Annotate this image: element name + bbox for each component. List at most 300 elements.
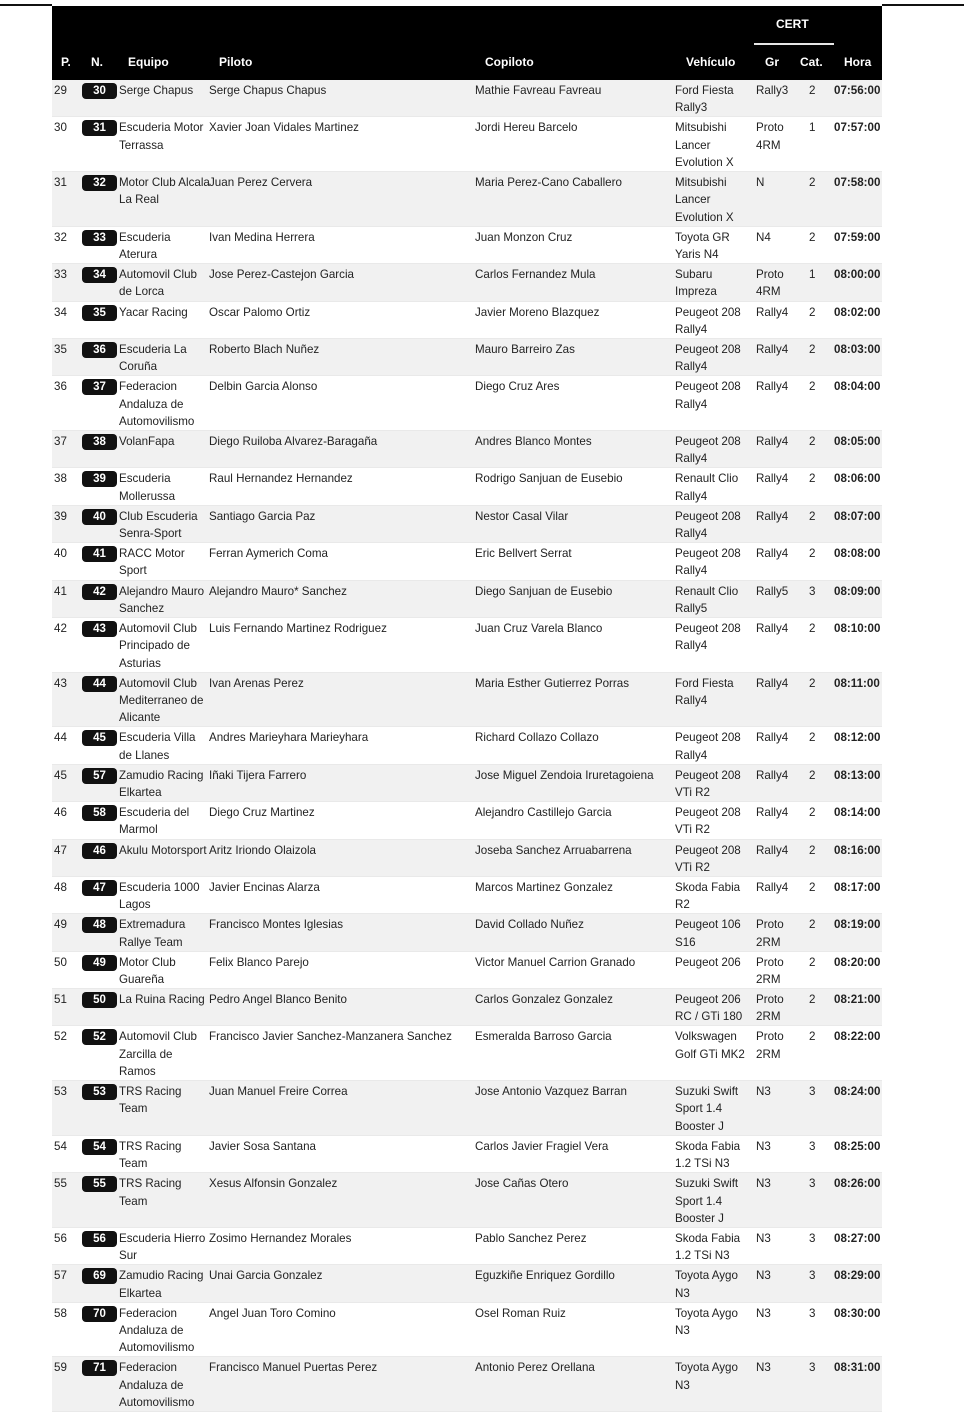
car-number-badge: 35: [82, 305, 117, 321]
row-category: 2: [809, 342, 816, 356]
header-group: Gr: [765, 55, 780, 69]
table-row: [52, 727, 882, 764]
car-number-badge: 71: [82, 1360, 117, 1376]
row-driver: Juan Manuel Freire Correa: [209, 1085, 348, 1099]
row-category: 3: [809, 1085, 816, 1099]
row-time: 08:17:00: [834, 880, 881, 894]
row-category: 2: [809, 380, 816, 394]
row-time: 08:14:00: [834, 806, 881, 820]
row-position: 35: [54, 342, 67, 356]
row-codriver: Joseba Sanchez Arruabarrena: [475, 843, 632, 857]
row-codriver: Diego Cruz Ares: [475, 380, 560, 394]
row-time: 08:11:00: [834, 676, 880, 690]
header-category: Cat.: [800, 55, 823, 69]
table-row: [52, 840, 882, 877]
row-codriver: Marcos Martinez Gonzalez: [475, 880, 613, 894]
row-group: N4: [756, 230, 771, 244]
row-category: 2: [809, 176, 816, 190]
row-vehicle: Peugeot 208 Rally4: [675, 342, 741, 374]
row-team: Escuderia Hierro Sur: [119, 1231, 206, 1263]
car-number-badge: 48: [82, 917, 117, 933]
row-position: 53: [54, 1085, 67, 1099]
table-row: [52, 802, 882, 839]
row-driver: Alejandro Mauro* Sanchez: [209, 584, 347, 598]
row-category: 2: [809, 918, 816, 932]
row-codriver: Nestor Casal Vilar: [475, 509, 569, 523]
row-position: 40: [54, 547, 67, 561]
row-position: 36: [54, 380, 67, 394]
row-team: VolanFapa: [119, 435, 175, 449]
row-position: 30: [54, 121, 67, 135]
car-number-badge: 32: [82, 175, 117, 191]
row-time: 08:22:00: [834, 1030, 881, 1044]
row-category: 3: [809, 1269, 816, 1283]
table-row: [52, 506, 882, 543]
row-codriver: Antonio Perez Orellana: [475, 1361, 595, 1375]
row-group: Rally4: [756, 731, 789, 745]
row-driver: Oscar Palomo Ortiz: [209, 305, 311, 319]
car-number-badge: 53: [82, 1084, 117, 1100]
row-time: 08:25:00: [834, 1139, 881, 1153]
row-driver: Raul Hernandez Hernandez: [209, 472, 353, 486]
row-codriver: Carlos Javier Fragiel Vera: [475, 1139, 609, 1153]
row-codriver: Victor Manuel Carrion Granado: [475, 955, 636, 969]
header-position: P.: [61, 55, 71, 69]
row-driver: Javier Encinas Alarza: [209, 880, 320, 894]
row-team: Escuderia Villa de Llanes: [119, 731, 196, 762]
row-group: Rally4: [756, 509, 789, 523]
row-driver: Roberto Blach Nuñez: [209, 342, 320, 356]
row-driver: Javier Sosa Santana: [209, 1139, 316, 1153]
table-row: [52, 1357, 882, 1412]
row-group: Rally4: [756, 435, 789, 449]
row-group: Proto 4RM: [756, 121, 784, 152]
table-row: [52, 952, 882, 989]
car-number-badge: 56: [82, 1231, 117, 1247]
row-vehicle: Peugeot 208 Rally4: [675, 435, 741, 466]
row-codriver: Rodrigo Sanjuan de Eusebio: [475, 472, 623, 486]
row-group: Rally4: [756, 305, 789, 319]
row-vehicle: Peugeot 206 RC / GTi 180: [675, 993, 743, 1024]
row-team: Escuderia Mollerussa: [119, 472, 176, 503]
car-number-badge: 31: [82, 120, 117, 136]
row-team: Escuderia del Marmol: [119, 806, 190, 837]
car-number-badge: 34: [82, 267, 117, 283]
row-category: 3: [809, 584, 816, 598]
cert-group-underline: [754, 43, 834, 45]
table-row: [52, 1026, 882, 1081]
row-time: 08:06:00: [834, 472, 881, 486]
cert-group-label: CERT: [776, 17, 809, 31]
row-category: 2: [809, 676, 816, 690]
row-driver: Xavier Joan Vidales Martinez: [209, 121, 359, 135]
row-driver: Jose Perez-Castejon Garcia: [209, 268, 354, 282]
row-position: 37: [54, 435, 67, 449]
row-position: 49: [54, 918, 67, 932]
row-time: 08:16:00: [834, 843, 881, 857]
table-row: [52, 989, 882, 1026]
row-group: Rally4: [756, 547, 789, 561]
row-vehicle: Peugeot 208 VTi R2: [675, 768, 741, 800]
table-row: [52, 673, 882, 728]
row-team: Yacar Racing: [119, 305, 188, 319]
row-position: 54: [54, 1139, 67, 1153]
row-driver: Pedro Angel Blanco Benito: [209, 993, 347, 1007]
car-number-badge: 42: [82, 584, 117, 600]
row-codriver: Maria Perez-Cano Caballero: [475, 176, 622, 190]
table-row: [52, 581, 882, 618]
row-codriver: Eric Bellvert Serrat: [475, 547, 572, 561]
header-number: N.: [91, 55, 103, 69]
row-category: 2: [809, 1030, 816, 1044]
row-group: N3: [756, 1085, 771, 1099]
row-group: Rally4: [756, 380, 789, 394]
car-number-badge: 58: [82, 805, 117, 821]
entry-list-sheet: [52, 6, 882, 1412]
row-codriver: Jose Miguel Zendoia Iruretagoiena: [475, 768, 654, 782]
row-vehicle: Renault Clio Rally5: [675, 584, 739, 615]
row-driver: Felix Blanco Parejo: [209, 955, 309, 969]
car-number-badge: 57: [82, 768, 117, 784]
car-number-badge: 49: [82, 955, 117, 971]
row-position: 31: [54, 176, 67, 190]
row-position: 44: [54, 731, 67, 745]
row-codriver: Juan Monzon Cruz: [475, 230, 573, 244]
top-rule-left: [0, 4, 52, 6]
row-position: 41: [54, 584, 67, 598]
row-driver: Angel Juan Toro Comino: [209, 1306, 336, 1320]
row-time: 08:13:00: [834, 768, 881, 782]
row-codriver: Carlos Fernandez Mula: [475, 268, 596, 282]
row-group: Proto 2RM: [756, 1030, 784, 1061]
car-number-badge: 55: [82, 1176, 117, 1192]
row-driver: Delbin Garcia Alonso: [209, 380, 318, 394]
row-group: N3: [756, 1139, 771, 1153]
table-row: [52, 765, 882, 802]
row-position: 29: [54, 84, 67, 97]
row-time: 08:24:00: [834, 1085, 881, 1099]
row-category: 2: [809, 305, 816, 319]
row-codriver: Eguzkiñe Enriquez Gordillo: [475, 1269, 615, 1283]
row-category: 2: [809, 731, 816, 745]
row-category: 3: [809, 1306, 816, 1320]
row-codriver: Andres Blanco Montes: [475, 435, 592, 449]
row-position: 33: [54, 268, 67, 282]
row-codriver: Jose Cañas Otero: [475, 1177, 569, 1191]
header-codriver: Copiloto: [485, 55, 534, 69]
row-codriver: David Collado Nuñez: [475, 918, 584, 932]
car-number-badge: 43: [82, 621, 117, 637]
car-number-badge: 30: [82, 83, 117, 99]
row-group: Proto 2RM: [756, 918, 784, 949]
row-team: Automovil Club Mediterraneo de Alicante: [119, 676, 204, 725]
row-category: 2: [809, 472, 816, 486]
header-driver: Piloto: [219, 55, 253, 69]
row-group: N3: [756, 1306, 771, 1320]
table-row: [52, 339, 882, 376]
row-vehicle: Skoda Fabia 1.2 TSi N3: [675, 1139, 741, 1171]
row-category: 2: [809, 509, 816, 523]
row-category: 2: [809, 768, 816, 782]
row-category: 2: [809, 993, 816, 1007]
row-vehicle: Peugeot 208 Rally4: [675, 547, 741, 578]
row-position: 59: [54, 1361, 67, 1375]
row-group: N3: [756, 1269, 771, 1283]
row-category: 2: [809, 435, 816, 449]
row-group: Rally4: [756, 806, 789, 820]
row-vehicle: Suzuki Swift Sport 1.4 Booster J: [675, 1177, 739, 1225]
table-row: [52, 543, 882, 580]
row-group: N3: [756, 1231, 771, 1245]
row-time: 08:02:00: [834, 305, 881, 319]
row-position: 51: [54, 993, 67, 1007]
row-time: 08:19:00: [834, 918, 881, 932]
row-team: Escuderia 1000 Lagos: [119, 880, 200, 912]
row-category: 2: [809, 230, 816, 244]
table-row: [52, 1173, 882, 1228]
row-team: Escuderia La Coruña: [119, 342, 187, 374]
row-vehicle: Toyota Aygo N3: [675, 1269, 738, 1300]
row-codriver: Carlos Gonzalez Gonzalez: [475, 993, 613, 1007]
row-group: Rally5: [756, 584, 789, 598]
row-group: N3: [756, 1177, 771, 1191]
row-category: 2: [809, 806, 816, 820]
row-group: Rally4: [756, 676, 789, 690]
row-time: 08:08:00: [834, 547, 881, 561]
row-vehicle: Volkswagen Golf GTi MK2: [675, 1030, 745, 1061]
table-row: [52, 1303, 882, 1358]
car-number-badge: 36: [82, 342, 117, 358]
row-codriver: Esmeralda Barroso Garcia: [475, 1030, 612, 1044]
car-number-badge: 41: [82, 546, 117, 562]
row-vehicle: Peugeot 208 VTi R2: [675, 843, 741, 874]
row-position: 50: [54, 955, 67, 969]
row-position: 58: [54, 1306, 67, 1320]
row-time: 07:57:00: [834, 121, 881, 135]
row-team: Federacion Andaluza de Automovilismo: [119, 1306, 195, 1355]
row-driver: Unai Garcia Gonzalez: [209, 1269, 323, 1283]
row-driver: Xesus Alfonsin Gonzalez: [209, 1177, 338, 1191]
row-team: Automovil Club Zarcilla de Ramos: [119, 1030, 197, 1079]
row-group: Rally4: [756, 472, 789, 486]
row-vehicle: Toyota GR Yaris N4: [675, 230, 730, 262]
car-number-badge: 44: [82, 676, 117, 692]
table-row: [52, 468, 882, 505]
car-number-badge: 69: [82, 1268, 117, 1284]
row-codriver: Mathie Favreau Favreau: [475, 84, 602, 97]
table-row: [52, 264, 882, 301]
table-row: [52, 172, 882, 227]
row-time: 08:31:00: [834, 1361, 881, 1375]
row-category: 3: [809, 1361, 816, 1375]
row-time: 08:10:00: [834, 621, 881, 635]
row-driver: Zosimo Hernandez Morales: [209, 1231, 352, 1245]
row-vehicle: Peugeot 106 S16: [675, 918, 741, 949]
row-vehicle: Toyota Aygo N3: [675, 1361, 738, 1392]
row-team: Serge Chapus: [119, 84, 194, 97]
row-category: 2: [809, 955, 816, 969]
row-time: 08:21:00: [834, 993, 881, 1007]
row-position: 52: [54, 1030, 67, 1044]
row-group: N: [756, 176, 765, 190]
table-row: [52, 877, 882, 914]
row-time: 08:04:00: [834, 380, 881, 394]
row-codriver: Javier Moreno Blazquez: [475, 305, 600, 319]
row-team: La Ruina Racing: [119, 993, 205, 1007]
table-row: [52, 302, 882, 339]
row-vehicle: Peugeot 208 VTi R2: [675, 806, 741, 837]
row-group: Rally4: [756, 768, 789, 782]
car-number-badge: 54: [82, 1139, 117, 1155]
row-group: Rally4: [756, 880, 789, 894]
header-vehicle: Vehículo: [686, 55, 736, 69]
row-time: 07:58:00: [834, 176, 881, 190]
header-team: Equipo: [128, 55, 169, 69]
row-team: Zamudio Racing Elkartea: [119, 768, 204, 800]
row-driver: Francisco Montes Iglesias: [209, 918, 344, 932]
row-vehicle: Skoda Fabia R2: [675, 880, 741, 912]
row-category: 2: [809, 547, 816, 561]
row-position: 32: [54, 230, 67, 244]
row-vehicle: Toyota Aygo N3: [675, 1306, 738, 1337]
row-codriver: Jose Antonio Vazquez Barran: [475, 1085, 627, 1099]
row-team: Federacion Andaluza de Automovilismo: [119, 1361, 195, 1409]
row-category: 1: [809, 121, 816, 135]
row-vehicle: Peugeot 208 Rally4: [675, 731, 741, 762]
row-time: 08:09:00: [834, 584, 881, 598]
row-position: 56: [54, 1231, 67, 1245]
table-row: [52, 376, 882, 431]
row-team: TRS Racing Team: [119, 1085, 182, 1116]
row-position: 43: [54, 676, 67, 690]
row-group: Proto 2RM: [756, 955, 784, 986]
row-position: 55: [54, 1177, 67, 1191]
car-number-badge: 33: [82, 230, 117, 246]
car-number-badge: 38: [82, 434, 117, 450]
row-codriver: Jordi Hereu Barcelo: [475, 121, 578, 135]
row-codriver: Alejandro Castillejo Garcia: [475, 806, 612, 820]
row-group: Rally4: [756, 843, 789, 857]
row-driver: Francisco Javier Sanchez-Manzanera Sanchez: [209, 1030, 452, 1044]
row-team: TRS Racing Team: [119, 1139, 182, 1171]
row-time: 08:30:00: [834, 1306, 881, 1320]
row-category: 2: [809, 843, 816, 857]
table-row: [52, 914, 882, 951]
table-header: [52, 6, 882, 80]
row-codriver: Mauro Barreiro Zas: [475, 342, 575, 356]
row-category: 3: [809, 1231, 816, 1245]
row-group: N3: [756, 1361, 771, 1375]
row-time: 08:07:00: [834, 509, 881, 523]
row-vehicle: Peugeot 206: [675, 955, 741, 969]
row-position: 57: [54, 1269, 67, 1283]
row-category: 3: [809, 1177, 816, 1191]
car-number-badge: 47: [82, 880, 117, 896]
row-team: Automovil Club Principado de Asturias: [119, 621, 197, 670]
row-codriver: Pablo Sanchez Perez: [475, 1231, 587, 1245]
top-rule-right: [882, 4, 964, 6]
row-codriver: Juan Cruz Varela Blanco: [475, 621, 603, 635]
header-time: Hora: [844, 55, 872, 69]
table-row: [52, 80, 882, 117]
row-vehicle: Mitsubishi Lancer Evolution X: [675, 121, 734, 169]
row-time: 07:56:00: [834, 84, 881, 97]
row-time: 08:03:00: [834, 342, 881, 356]
row-time: 08:12:00: [834, 731, 881, 745]
row-vehicle: Suzuki Swift Sport 1.4 Booster J: [675, 1085, 739, 1133]
row-category: 2: [809, 880, 816, 894]
row-time: 07:59:00: [834, 230, 881, 244]
row-vehicle: Ford Fiesta Rally4: [675, 676, 734, 707]
row-vehicle: Skoda Fabia 1.2 TSi N3: [675, 1231, 741, 1263]
row-driver: Francisco Manuel Puertas Perez: [209, 1361, 378, 1375]
row-team: Club Escuderia Senra-Sport: [119, 509, 198, 541]
row-time: 08:26:00: [834, 1177, 881, 1191]
row-driver: Iñaki Tijera Farrero: [209, 768, 307, 782]
row-category: 3: [809, 1139, 816, 1153]
row-driver: Diego Cruz Martinez: [209, 806, 315, 820]
row-vehicle: Peugeot 208 Rally4: [675, 509, 741, 541]
row-codriver: Osel Roman Ruiz: [475, 1306, 566, 1320]
row-position: 34: [54, 305, 67, 319]
row-position: 45: [54, 768, 67, 782]
row-time: 08:29:00: [834, 1269, 881, 1283]
row-team: Extremadura Rallye Team: [119, 918, 186, 949]
row-codriver: Maria Esther Gutierrez Porras: [475, 676, 629, 690]
row-team: Motor Club Guareña: [119, 955, 176, 986]
row-team: TRS Racing Team: [119, 1177, 182, 1208]
table-row: [52, 227, 882, 264]
table-row: [52, 1081, 882, 1136]
row-vehicle: Peugeot 208 Rally4: [675, 621, 741, 653]
table-row: [52, 618, 882, 673]
row-group: Rally3: [756, 84, 789, 97]
table-row: [52, 431, 882, 468]
row-driver: Ferran Aymerich Coma: [209, 547, 328, 561]
car-number-badge: 39: [82, 471, 117, 487]
car-number-badge: 37: [82, 379, 117, 395]
car-number-badge: 40: [82, 509, 117, 525]
car-number-badge: 46: [82, 843, 117, 859]
row-vehicle: Peugeot 208 Rally4: [675, 305, 741, 336]
row-position: 48: [54, 880, 67, 894]
row-team: Zamudio Racing Elkartea: [119, 1269, 204, 1300]
table-row: [52, 1265, 882, 1302]
row-codriver: Diego Sanjuan de Eusebio: [475, 584, 613, 598]
row-driver: Ivan Arenas Perez: [209, 676, 304, 690]
row-category: 2: [809, 84, 816, 97]
row-team: Escuderia Aterura: [119, 230, 171, 262]
row-group: Rally4: [756, 621, 789, 635]
row-group: Proto 4RM: [756, 268, 784, 299]
row-time: 08:05:00: [834, 435, 881, 449]
table-body: [52, 80, 882, 1412]
car-number-badge: 45: [82, 730, 117, 746]
row-position: 47: [54, 843, 67, 857]
row-team: Automovil Club de Lorca: [119, 268, 197, 299]
row-driver: Diego Ruiloba Alvarez-Baragaña: [209, 435, 378, 449]
row-driver: Ivan Medina Herrera: [209, 230, 315, 244]
row-driver: Andres Marieyhara Marieyhara: [209, 731, 369, 745]
row-vehicle: Mitsubishi Lancer Evolution X: [675, 176, 734, 224]
row-driver: Luis Fernando Martinez Rodriguez: [209, 621, 387, 635]
table-row: [52, 1136, 882, 1173]
row-position: 39: [54, 509, 67, 523]
row-position: 42: [54, 621, 67, 635]
row-driver: Serge Chapus Chapus: [209, 84, 327, 97]
table-row: [52, 117, 882, 172]
row-driver: Santiago Garcia Paz: [209, 509, 316, 523]
